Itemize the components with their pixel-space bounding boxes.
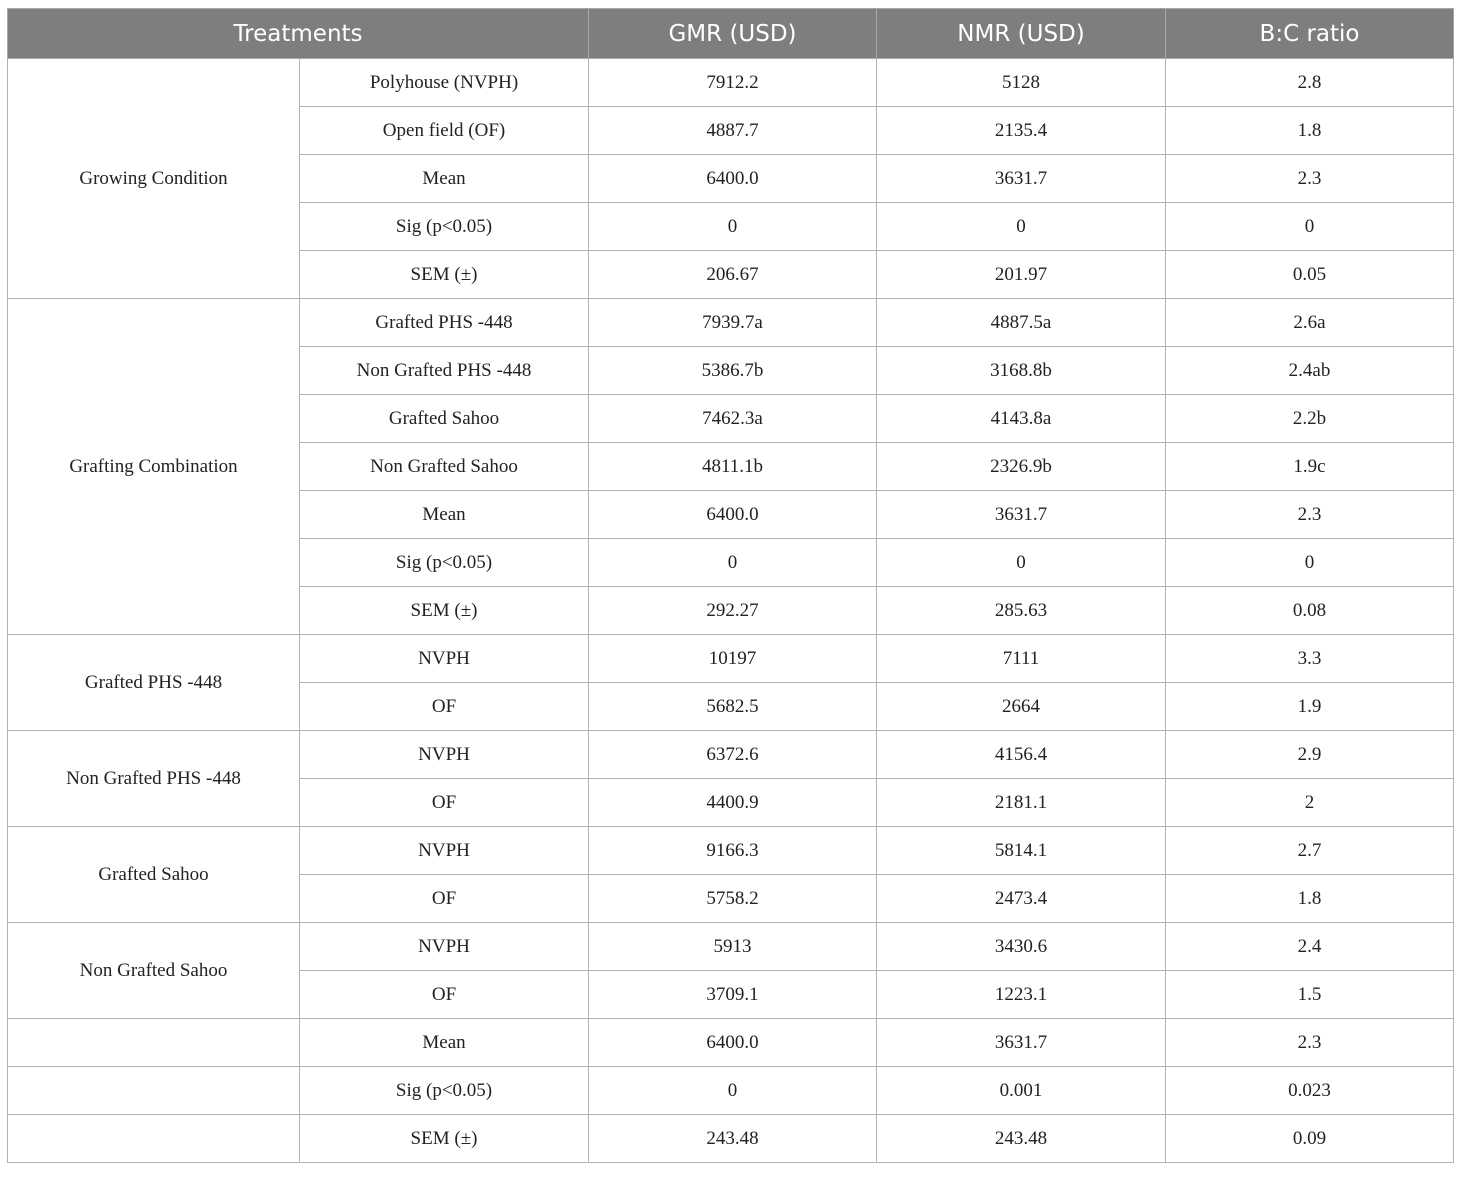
bc-ratio-cell: 0 (1166, 203, 1454, 251)
nmr-cell: 2326.9b (877, 443, 1166, 491)
treatment-cell: SEM (±) (300, 1115, 589, 1163)
table-body (8, 59, 1454, 1163)
nmr-cell: 0 (877, 539, 1166, 587)
table-row (8, 827, 1454, 875)
treatment-cell: OF (300, 875, 589, 923)
gmr-cell: 5682.5 (589, 683, 877, 731)
bc-ratio-cell: 0.023 (1166, 1067, 1454, 1115)
nmr-cell: 0.001 (877, 1067, 1166, 1115)
nmr-cell: 0 (877, 203, 1166, 251)
bc-ratio-cell: 0.05 (1166, 251, 1454, 299)
gmr-cell: 6400.0 (589, 1019, 877, 1067)
gmr-cell: 206.67 (589, 251, 877, 299)
table-row (8, 635, 1454, 683)
bc-ratio-cell: 2.3 (1166, 1019, 1454, 1067)
group-label-cell (8, 1067, 300, 1115)
bc-ratio-cell: 3.3 (1166, 635, 1454, 683)
treatment-cell: Non Grafted Sahoo (300, 443, 589, 491)
table-row (8, 1019, 1454, 1067)
gmr-cell: 9166.3 (589, 827, 877, 875)
gmr-cell: 0 (589, 539, 877, 587)
table-row (8, 731, 1454, 779)
gmr-cell: 7939.7a (589, 299, 877, 347)
bc-ratio-cell: 2.6a (1166, 299, 1454, 347)
bc-ratio-cell: 2.3 (1166, 155, 1454, 203)
group-label-cell: Grafted Sahoo (8, 827, 300, 923)
group-label-cell: Grafted PHS -448 (8, 635, 300, 731)
bc-ratio-cell: 2.2b (1166, 395, 1454, 443)
nmr-cell: 243.48 (877, 1115, 1166, 1163)
group-label-cell (8, 1115, 300, 1163)
nmr-cell: 4143.8a (877, 395, 1166, 443)
gmr-cell: 5913 (589, 923, 877, 971)
table-row (8, 1067, 1454, 1115)
header-nmr: NMR (USD) (877, 9, 1166, 59)
gmr-cell: 4811.1b (589, 443, 877, 491)
bc-ratio-cell: 1.8 (1166, 875, 1454, 923)
gmr-cell: 7462.3a (589, 395, 877, 443)
gmr-cell: 0 (589, 1067, 877, 1115)
nmr-cell: 4156.4 (877, 731, 1166, 779)
bc-ratio-cell: 2 (1166, 779, 1454, 827)
nmr-cell: 3430.6 (877, 923, 1166, 971)
treatments-table (7, 8, 1454, 1163)
treatment-cell: Grafted PHS -448 (300, 299, 589, 347)
nmr-cell: 2181.1 (877, 779, 1166, 827)
gmr-cell: 5758.2 (589, 875, 877, 923)
bc-ratio-cell: 0.09 (1166, 1115, 1454, 1163)
gmr-cell: 4400.9 (589, 779, 877, 827)
gmr-cell: 6372.6 (589, 731, 877, 779)
bc-ratio-cell: 1.9 (1166, 683, 1454, 731)
header-treatments: Treatments (8, 9, 589, 59)
treatment-cell: NVPH (300, 731, 589, 779)
treatment-cell: Sig (p<0.05) (300, 539, 589, 587)
group-label-cell: Non Grafted PHS -448 (8, 731, 300, 827)
gmr-cell: 292.27 (589, 587, 877, 635)
header-bc-ratio: B:C ratio (1166, 9, 1454, 59)
gmr-cell: 3709.1 (589, 971, 877, 1019)
bc-ratio-cell: 2.4ab (1166, 347, 1454, 395)
table-row (8, 299, 1454, 347)
nmr-cell: 285.63 (877, 587, 1166, 635)
nmr-cell: 7111 (877, 635, 1166, 683)
treatment-cell: Sig (p<0.05) (300, 203, 589, 251)
nmr-cell: 4887.5a (877, 299, 1166, 347)
treatment-cell: NVPH (300, 827, 589, 875)
table-header (8, 9, 1454, 59)
treatment-cell: Non Grafted PHS -448 (300, 347, 589, 395)
group-label-cell: Grafting Combination (8, 299, 300, 635)
treatment-cell: SEM (±) (300, 251, 589, 299)
nmr-cell: 3631.7 (877, 491, 1166, 539)
bc-ratio-cell: 2.4 (1166, 923, 1454, 971)
treatment-cell: Grafted Sahoo (300, 395, 589, 443)
treatment-cell: Mean (300, 1019, 589, 1067)
treatment-cell: Mean (300, 155, 589, 203)
treatment-cell: NVPH (300, 923, 589, 971)
bc-ratio-cell: 1.9c (1166, 443, 1454, 491)
treatment-cell: Polyhouse (NVPH) (300, 59, 589, 107)
bc-ratio-cell: 2.3 (1166, 491, 1454, 539)
nmr-cell: 1223.1 (877, 971, 1166, 1019)
treatment-cell: SEM (±) (300, 587, 589, 635)
bc-ratio-cell: 2.7 (1166, 827, 1454, 875)
nmr-cell: 2135.4 (877, 107, 1166, 155)
treatment-cell: Sig (p<0.05) (300, 1067, 589, 1115)
group-label-cell: Growing Condition (8, 59, 300, 299)
group-label-cell: Non Grafted Sahoo (8, 923, 300, 1019)
group-label-cell (8, 1019, 300, 1067)
gmr-cell: 6400.0 (589, 155, 877, 203)
treatment-cell: Open field (OF) (300, 107, 589, 155)
gmr-cell: 7912.2 (589, 59, 877, 107)
bc-ratio-cell: 0 (1166, 539, 1454, 587)
bc-ratio-cell: 2.9 (1166, 731, 1454, 779)
header-row (8, 9, 1454, 59)
bc-ratio-cell: 1.5 (1166, 971, 1454, 1019)
table-row (8, 1115, 1454, 1163)
bc-ratio-cell: 0.08 (1166, 587, 1454, 635)
bc-ratio-cell: 1.8 (1166, 107, 1454, 155)
gmr-cell: 5386.7b (589, 347, 877, 395)
treatment-cell: OF (300, 683, 589, 731)
nmr-cell: 2473.4 (877, 875, 1166, 923)
nmr-cell: 3168.8b (877, 347, 1166, 395)
header-gmr: GMR (USD) (589, 9, 877, 59)
gmr-cell: 0 (589, 203, 877, 251)
gmr-cell: 6400.0 (589, 491, 877, 539)
nmr-cell: 3631.7 (877, 1019, 1166, 1067)
treatment-cell: OF (300, 779, 589, 827)
nmr-cell: 5128 (877, 59, 1166, 107)
bc-ratio-cell: 2.8 (1166, 59, 1454, 107)
treatment-cell: NVPH (300, 635, 589, 683)
gmr-cell: 10197 (589, 635, 877, 683)
table-row (8, 59, 1454, 107)
treatment-cell: OF (300, 971, 589, 1019)
treatment-cell: Mean (300, 491, 589, 539)
gmr-cell: 4887.7 (589, 107, 877, 155)
nmr-cell: 5814.1 (877, 827, 1166, 875)
table-row (8, 923, 1454, 971)
nmr-cell: 3631.7 (877, 155, 1166, 203)
gmr-cell: 243.48 (589, 1115, 877, 1163)
nmr-cell: 201.97 (877, 251, 1166, 299)
nmr-cell: 2664 (877, 683, 1166, 731)
